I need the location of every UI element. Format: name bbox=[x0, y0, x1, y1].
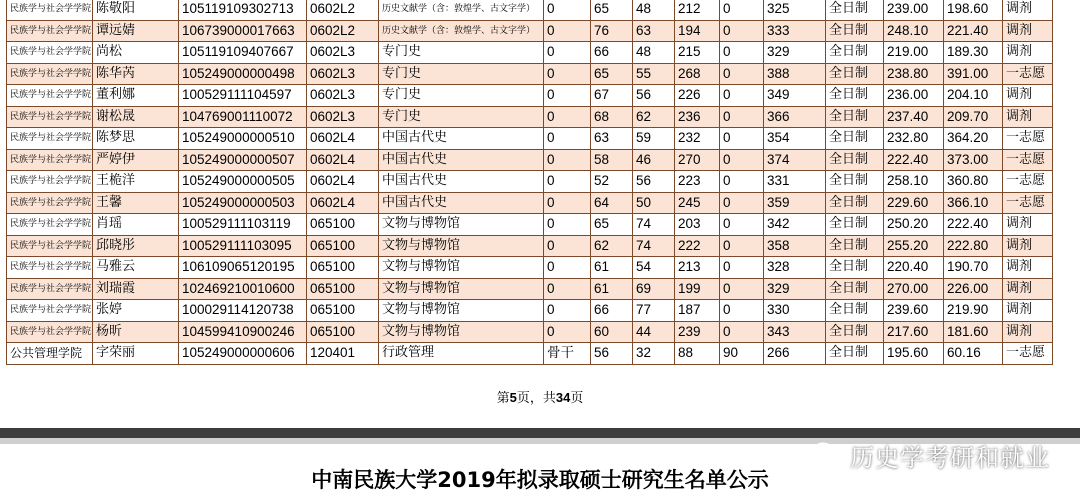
cell-special: 0 bbox=[544, 128, 591, 150]
table-row bbox=[7, 42, 1053, 64]
cell-id: 105119109302713 bbox=[179, 0, 307, 20]
cell-s2: 74 bbox=[633, 235, 675, 257]
cell-score-a: 270.00 bbox=[884, 278, 944, 300]
cell-mode: 全日制 bbox=[826, 235, 884, 257]
cell-total: 329 bbox=[764, 42, 826, 64]
cell-s3: 222 bbox=[675, 235, 720, 257]
cell-score-a: 237.40 bbox=[884, 106, 944, 128]
cell-s1: 63 bbox=[591, 128, 633, 150]
table-row bbox=[7, 192, 1053, 214]
cell-score-b: 391.00 bbox=[944, 63, 1003, 85]
cell-s2: 48 bbox=[633, 42, 675, 64]
current-page-number: 5 bbox=[509, 390, 517, 405]
cell-major-code: 065100 bbox=[307, 300, 379, 322]
cell-special: 0 bbox=[544, 257, 591, 279]
cell-type: 调剂 bbox=[1003, 257, 1053, 279]
cell-special: 0 bbox=[544, 235, 591, 257]
cell-id: 102469210010600 bbox=[179, 278, 307, 300]
cell-mode: 全日制 bbox=[826, 171, 884, 193]
cell-name: 董利娜 bbox=[93, 85, 179, 107]
cell-type: 调剂 bbox=[1003, 106, 1053, 128]
cell-major: 文物与博物馆 bbox=[379, 257, 544, 279]
cell-mode: 全日制 bbox=[826, 42, 884, 64]
cell-major: 中国古代史 bbox=[379, 149, 544, 171]
cell-mode: 全日制 bbox=[826, 85, 884, 107]
cell-name: 谢松晟 bbox=[93, 106, 179, 128]
table-row bbox=[7, 214, 1053, 236]
cell-s3: 194 bbox=[675, 20, 720, 42]
cell-major-code: 0602L4 bbox=[307, 128, 379, 150]
table-row bbox=[7, 343, 1053, 365]
table-row bbox=[7, 63, 1053, 85]
cell-s2: 48 bbox=[633, 0, 675, 20]
cell-school: 民族学与社会学学院 bbox=[7, 0, 93, 20]
cell-major-code: 065100 bbox=[307, 278, 379, 300]
cell-s3: 213 bbox=[675, 257, 720, 279]
cell-id: 100529111103119 bbox=[179, 214, 307, 236]
cell-name: 肖瑶 bbox=[93, 214, 179, 236]
cell-s1: 61 bbox=[591, 278, 633, 300]
cell-total: 331 bbox=[764, 171, 826, 193]
cell-s4: 0 bbox=[720, 300, 764, 322]
cell-mode: 全日制 bbox=[826, 300, 884, 322]
table-row bbox=[7, 321, 1053, 343]
cell-s2: 32 bbox=[633, 343, 675, 365]
cell-score-b: 204.10 bbox=[944, 85, 1003, 107]
cell-name: 马雅云 bbox=[93, 257, 179, 279]
cell-major: 文物与博物馆 bbox=[379, 235, 544, 257]
table-row bbox=[7, 106, 1053, 128]
cell-s4: 0 bbox=[720, 192, 764, 214]
cell-score-b: 209.70 bbox=[944, 106, 1003, 128]
cell-type: 调剂 bbox=[1003, 0, 1053, 20]
cell-school: 民族学与社会学学院 bbox=[7, 300, 93, 322]
cell-major: 专门史 bbox=[379, 85, 544, 107]
cell-major: 中国古代史 bbox=[379, 192, 544, 214]
cell-type: 调剂 bbox=[1003, 85, 1053, 107]
cell-name: 王馨 bbox=[93, 192, 179, 214]
cell-id: 105249000000606 bbox=[179, 343, 307, 365]
table-row bbox=[7, 128, 1053, 150]
cell-s3: 268 bbox=[675, 63, 720, 85]
cell-major-code: 0602L2 bbox=[307, 20, 379, 42]
cell-type: 一志愿 bbox=[1003, 128, 1053, 150]
cell-score-b: 222.80 bbox=[944, 235, 1003, 257]
cell-special: 0 bbox=[544, 63, 591, 85]
cell-major-code: 0602L2 bbox=[307, 0, 379, 20]
admissions-table bbox=[6, 0, 1053, 365]
cell-s1: 52 bbox=[591, 171, 633, 193]
cell-school: 民族学与社会学学院 bbox=[7, 20, 93, 42]
cell-school: 民族学与社会学学院 bbox=[7, 85, 93, 107]
cell-s4: 0 bbox=[720, 235, 764, 257]
cell-type: 一志愿 bbox=[1003, 343, 1053, 365]
cell-major: 历史文献学（含：敦煌学、古文字学） bbox=[379, 0, 544, 20]
cell-id: 106739000017663 bbox=[179, 20, 307, 42]
cell-major-code: 0602L3 bbox=[307, 42, 379, 64]
cell-s3: 199 bbox=[675, 278, 720, 300]
cell-type: 一志愿 bbox=[1003, 149, 1053, 171]
cell-s2: 44 bbox=[633, 321, 675, 343]
cell-name: 陈敬阳 bbox=[93, 0, 179, 20]
cell-s3: 236 bbox=[675, 106, 720, 128]
cell-s1: 68 bbox=[591, 106, 633, 128]
cell-type: 调剂 bbox=[1003, 321, 1053, 343]
cell-mode: 全日制 bbox=[826, 278, 884, 300]
cell-major-code: 065100 bbox=[307, 321, 379, 343]
cell-mode: 全日制 bbox=[826, 343, 884, 365]
cell-major: 文物与博物馆 bbox=[379, 278, 544, 300]
cell-major: 文物与博物馆 bbox=[379, 300, 544, 322]
pager-prefix: 第 bbox=[496, 391, 510, 406]
cell-school: 民族学与社会学学院 bbox=[7, 257, 93, 279]
cell-major-code: 0602L3 bbox=[307, 106, 379, 128]
cell-s1: 65 bbox=[591, 63, 633, 85]
cell-score-a: 195.60 bbox=[884, 343, 944, 365]
cell-major: 专门史 bbox=[379, 63, 544, 85]
cell-type: 一志愿 bbox=[1003, 171, 1053, 193]
cell-mode: 全日制 bbox=[826, 106, 884, 128]
cell-type: 调剂 bbox=[1003, 20, 1053, 42]
cell-major: 行政管理 bbox=[379, 343, 544, 365]
cell-score-b: 189.30 bbox=[944, 42, 1003, 64]
cell-s3: 239 bbox=[675, 321, 720, 343]
cell-score-a: 238.80 bbox=[884, 63, 944, 85]
cell-score-a: 258.10 bbox=[884, 171, 944, 193]
cell-special: 0 bbox=[544, 0, 591, 20]
page-separator-band bbox=[0, 428, 1080, 438]
cell-total: 330 bbox=[764, 300, 826, 322]
cell-id: 105249000000498 bbox=[179, 63, 307, 85]
table-row bbox=[7, 149, 1053, 171]
cell-s2: 56 bbox=[633, 85, 675, 107]
page-indicator bbox=[0, 387, 1080, 406]
cell-s4: 0 bbox=[720, 149, 764, 171]
cell-special: 0 bbox=[544, 192, 591, 214]
cell-total: 343 bbox=[764, 321, 826, 343]
cell-school: 公共管理学院 bbox=[7, 343, 93, 365]
cell-school: 民族学与社会学学院 bbox=[7, 321, 93, 343]
cell-name: 杨昕 bbox=[93, 321, 179, 343]
cell-score-a: 222.40 bbox=[884, 149, 944, 171]
cell-special: 0 bbox=[544, 300, 591, 322]
cell-major-code: 065100 bbox=[307, 257, 379, 279]
cell-s2: 54 bbox=[633, 257, 675, 279]
cell-total: 349 bbox=[764, 85, 826, 107]
cell-s2: 55 bbox=[633, 63, 675, 85]
cell-s2: 46 bbox=[633, 149, 675, 171]
cell-total: 342 bbox=[764, 214, 826, 236]
cell-type: 调剂 bbox=[1003, 300, 1053, 322]
table-row bbox=[7, 20, 1053, 42]
cell-major-code: 120401 bbox=[307, 343, 379, 365]
cell-school: 民族学与社会学学院 bbox=[7, 128, 93, 150]
cell-id: 105249000000510 bbox=[179, 128, 307, 150]
cell-total: 333 bbox=[764, 20, 826, 42]
cell-s3: 245 bbox=[675, 192, 720, 214]
cell-major: 历史文献学（含：敦煌学、古文字学） bbox=[379, 20, 544, 42]
cell-s4: 0 bbox=[720, 85, 764, 107]
cell-name: 王桅洋 bbox=[93, 171, 179, 193]
cell-type: 调剂 bbox=[1003, 42, 1053, 64]
cell-school: 民族学与社会学学院 bbox=[7, 63, 93, 85]
cell-name: 谭远婧 bbox=[93, 20, 179, 42]
cell-major-code: 065100 bbox=[307, 214, 379, 236]
cell-score-a: 250.20 bbox=[884, 214, 944, 236]
cell-special: 0 bbox=[544, 171, 591, 193]
cell-mode: 全日制 bbox=[826, 20, 884, 42]
cell-school: 民族学与社会学学院 bbox=[7, 278, 93, 300]
cell-id: 106109065120195 bbox=[179, 257, 307, 279]
cell-score-b: 364.20 bbox=[944, 128, 1003, 150]
cell-major: 中国古代史 bbox=[379, 171, 544, 193]
cell-id: 100029114120738 bbox=[179, 300, 307, 322]
cell-type: 调剂 bbox=[1003, 235, 1053, 257]
cell-score-b: 181.60 bbox=[944, 321, 1003, 343]
cell-total: 325 bbox=[764, 0, 826, 20]
cell-special: 0 bbox=[544, 149, 591, 171]
cell-total: 328 bbox=[764, 257, 826, 279]
table-row bbox=[7, 278, 1053, 300]
cell-total: 374 bbox=[764, 149, 826, 171]
table-row bbox=[7, 257, 1053, 279]
cell-s4: 0 bbox=[720, 278, 764, 300]
cell-score-a: 232.80 bbox=[884, 128, 944, 150]
cell-s1: 76 bbox=[591, 20, 633, 42]
cell-special: 0 bbox=[544, 20, 591, 42]
cell-s4: 0 bbox=[720, 321, 764, 343]
cell-total: 354 bbox=[764, 128, 826, 150]
cell-score-b: 366.10 bbox=[944, 192, 1003, 214]
cell-id: 104769001110072 bbox=[179, 106, 307, 128]
cell-id: 105249000000505 bbox=[179, 171, 307, 193]
cell-type: 调剂 bbox=[1003, 214, 1053, 236]
cell-special: 0 bbox=[544, 321, 591, 343]
cell-score-a: 217.60 bbox=[884, 321, 944, 343]
cell-mode: 全日制 bbox=[826, 192, 884, 214]
cell-mode: 全日制 bbox=[826, 128, 884, 150]
cell-school: 民族学与社会学学院 bbox=[7, 214, 93, 236]
cell-total: 366 bbox=[764, 106, 826, 128]
cell-score-a: 255.20 bbox=[884, 235, 944, 257]
cell-name: 张婷 bbox=[93, 300, 179, 322]
cell-school: 民族学与社会学学院 bbox=[7, 149, 93, 171]
table-row bbox=[7, 0, 1053, 20]
cell-major-code: 065100 bbox=[307, 235, 379, 257]
cell-s3: 203 bbox=[675, 214, 720, 236]
cell-special: 0 bbox=[544, 278, 591, 300]
cell-type: 一志愿 bbox=[1003, 63, 1053, 85]
cell-score-a: 219.00 bbox=[884, 42, 944, 64]
watermark-text: 历史学考研和就业 bbox=[850, 443, 1050, 472]
cell-mode: 全日制 bbox=[826, 321, 884, 343]
cell-score-a: 220.40 bbox=[884, 257, 944, 279]
total-pages-number: 34 bbox=[555, 390, 571, 405]
cell-major: 文物与博物馆 bbox=[379, 214, 544, 236]
cell-name: 字荣丽 bbox=[93, 343, 179, 365]
cell-score-b: 373.00 bbox=[944, 149, 1003, 171]
cell-s4: 0 bbox=[720, 171, 764, 193]
table-row bbox=[7, 235, 1053, 257]
cell-score-a: 248.10 bbox=[884, 20, 944, 42]
cell-s2: 62 bbox=[633, 106, 675, 128]
cell-s2: 56 bbox=[633, 171, 675, 193]
cell-score-a: 239.60 bbox=[884, 300, 944, 322]
cell-s4: 90 bbox=[720, 343, 764, 365]
cell-name: 陈梦思 bbox=[93, 128, 179, 150]
table-row bbox=[7, 85, 1053, 107]
cell-score-b: 360.80 bbox=[944, 171, 1003, 193]
cell-name: 陈华芮 bbox=[93, 63, 179, 85]
cell-score-a: 239.00 bbox=[884, 0, 944, 20]
cell-s4: 0 bbox=[720, 42, 764, 64]
cell-special: 0 bbox=[544, 42, 591, 64]
cell-s1: 65 bbox=[591, 214, 633, 236]
cell-total: 329 bbox=[764, 278, 826, 300]
document-title: 中南民族大学2019年拟录取硕士研究生名单公示 bbox=[311, 468, 769, 492]
cell-s2: 74 bbox=[633, 214, 675, 236]
cell-s3: 215 bbox=[675, 42, 720, 64]
cell-s1: 64 bbox=[591, 192, 633, 214]
cell-name: 刘瑞霞 bbox=[93, 278, 179, 300]
cell-major-code: 0602L4 bbox=[307, 171, 379, 193]
cell-id: 105249000000503 bbox=[179, 192, 307, 214]
cell-score-b: 190.70 bbox=[944, 257, 1003, 279]
cell-s1: 60 bbox=[591, 321, 633, 343]
cell-type: 调剂 bbox=[1003, 278, 1053, 300]
cell-s3: 226 bbox=[675, 85, 720, 107]
cell-score-b: 226.00 bbox=[944, 278, 1003, 300]
cell-s3: 232 bbox=[675, 128, 720, 150]
cell-major-code: 0602L3 bbox=[307, 85, 379, 107]
cell-s4: 0 bbox=[720, 128, 764, 150]
table-row bbox=[7, 300, 1053, 322]
cell-score-b: 222.40 bbox=[944, 214, 1003, 236]
cell-major-code: 0602L3 bbox=[307, 63, 379, 85]
cell-s4: 0 bbox=[720, 214, 764, 236]
cell-school: 民族学与社会学学院 bbox=[7, 42, 93, 64]
cell-s2: 63 bbox=[633, 20, 675, 42]
cell-s2: 50 bbox=[633, 192, 675, 214]
cell-s2: 77 bbox=[633, 300, 675, 322]
cell-s1: 62 bbox=[591, 235, 633, 257]
cell-s3: 212 bbox=[675, 0, 720, 20]
cell-id: 100529111103095 bbox=[179, 235, 307, 257]
cell-s1: 56 bbox=[591, 343, 633, 365]
cell-major-code: 0602L4 bbox=[307, 149, 379, 171]
cell-s3: 270 bbox=[675, 149, 720, 171]
cell-s2: 69 bbox=[633, 278, 675, 300]
cell-mode: 全日制 bbox=[826, 63, 884, 85]
cell-id: 100529111104597 bbox=[179, 85, 307, 107]
cell-s3: 88 bbox=[675, 343, 720, 365]
cell-s1: 66 bbox=[591, 300, 633, 322]
cell-type: 一志愿 bbox=[1003, 192, 1053, 214]
cell-total: 359 bbox=[764, 192, 826, 214]
cell-special: 0 bbox=[544, 85, 591, 107]
cell-id: 104599410900246 bbox=[179, 321, 307, 343]
cell-s1: 67 bbox=[591, 85, 633, 107]
cell-school: 民族学与社会学学院 bbox=[7, 192, 93, 214]
cell-s1: 65 bbox=[591, 0, 633, 20]
cell-score-a: 236.00 bbox=[884, 85, 944, 107]
table-row bbox=[7, 171, 1053, 193]
pager-middle: 页，共 bbox=[516, 391, 556, 406]
cell-school: 民族学与社会学学院 bbox=[7, 171, 93, 193]
cell-s1: 61 bbox=[591, 257, 633, 279]
cell-name: 尚松 bbox=[93, 42, 179, 64]
cell-special: 0 bbox=[544, 106, 591, 128]
cell-name: 邱晓彤 bbox=[93, 235, 179, 257]
pager-suffix: 页 bbox=[570, 391, 584, 406]
cell-s1: 66 bbox=[591, 42, 633, 64]
cell-major: 文物与博物馆 bbox=[379, 321, 544, 343]
cell-major: 专门史 bbox=[379, 42, 544, 64]
cell-s4: 0 bbox=[720, 106, 764, 128]
cell-total: 388 bbox=[764, 63, 826, 85]
cell-s3: 223 bbox=[675, 171, 720, 193]
cell-id: 105249000000507 bbox=[179, 149, 307, 171]
cell-major-code: 0602L4 bbox=[307, 192, 379, 214]
cell-mode: 全日制 bbox=[826, 0, 884, 20]
cell-s4: 0 bbox=[720, 257, 764, 279]
cell-id: 105119109407667 bbox=[179, 42, 307, 64]
cell-score-b: 221.40 bbox=[944, 20, 1003, 42]
cell-s1: 58 bbox=[591, 149, 633, 171]
cell-major: 中国古代史 bbox=[379, 128, 544, 150]
cell-s2: 59 bbox=[633, 128, 675, 150]
cell-total: 266 bbox=[764, 343, 826, 365]
cell-score-b: 198.60 bbox=[944, 0, 1003, 20]
cell-major: 专门史 bbox=[379, 106, 544, 128]
cell-s4: 0 bbox=[720, 20, 764, 42]
cell-total: 358 bbox=[764, 235, 826, 257]
cell-name: 严婷伊 bbox=[93, 149, 179, 171]
cell-s3: 187 bbox=[675, 300, 720, 322]
cell-score-b: 60.16 bbox=[944, 343, 1003, 365]
cell-mode: 全日制 bbox=[826, 214, 884, 236]
cell-s4: 0 bbox=[720, 63, 764, 85]
cell-score-b: 219.90 bbox=[944, 300, 1003, 322]
cell-score-a: 229.60 bbox=[884, 192, 944, 214]
cell-school: 民族学与社会学学院 bbox=[7, 235, 93, 257]
cell-mode: 全日制 bbox=[826, 257, 884, 279]
cell-school: 民族学与社会学学院 bbox=[7, 106, 93, 128]
cell-mode: 全日制 bbox=[826, 149, 884, 171]
cell-special: 骨干 bbox=[544, 343, 591, 365]
cell-special: 0 bbox=[544, 214, 591, 236]
cell-s4: 0 bbox=[720, 0, 764, 20]
